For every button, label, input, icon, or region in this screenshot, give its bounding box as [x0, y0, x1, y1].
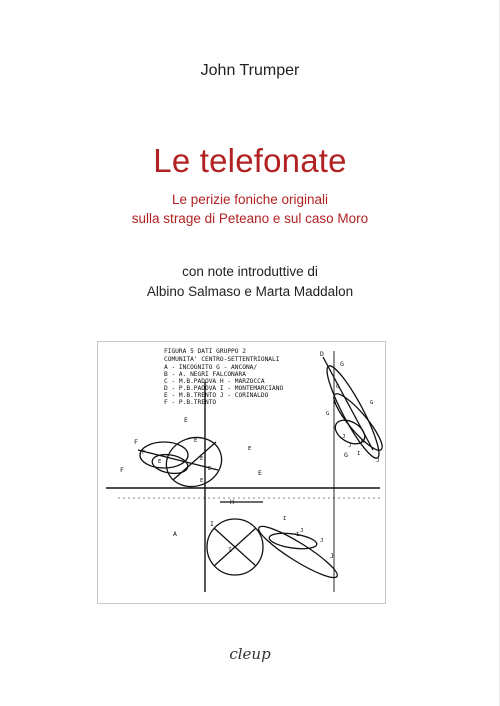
svg-text:G: G	[326, 411, 330, 417]
legend-line: D - P.B.PADOVA I - MONTEMARCIANO	[164, 385, 284, 392]
svg-text:I: I	[357, 451, 361, 457]
svg-text:E: E	[208, 466, 212, 472]
point-label-e2: E	[258, 469, 262, 477]
svg-text:J: J	[376, 458, 380, 464]
svg-text:E: E	[194, 438, 198, 444]
point-label-i: I	[210, 520, 214, 528]
svg-text:E: E	[248, 446, 252, 452]
svg-text:J: J	[320, 538, 324, 544]
point-label-d: D	[320, 350, 324, 358]
svg-text:J: J	[348, 443, 352, 449]
author-name: John Trumper	[200, 62, 300, 79]
ellipse-diagram	[98, 342, 385, 603]
point-label-h: H	[230, 498, 234, 506]
svg-text:H: H	[361, 439, 365, 445]
svg-text:E: E	[200, 456, 204, 462]
book-title: Le telefonate	[153, 142, 347, 179]
left-ellipse-cluster	[138, 430, 229, 494]
svg-text:I: I	[296, 532, 300, 538]
legend-line: B - A. NEGRI FALCONARA	[164, 371, 246, 378]
subtitle-line: sulla strage di Peteano e sul caso Moro	[131, 211, 369, 226]
point-label-a: A	[173, 530, 177, 538]
svg-text:G: G	[336, 384, 340, 390]
point-label-i2: I	[228, 546, 232, 554]
point-label-f: F	[120, 466, 124, 474]
svg-text:F: F	[142, 450, 146, 456]
svg-text:J: J	[300, 528, 304, 534]
point-label-g2: G	[344, 451, 348, 459]
cover-figure	[97, 341, 386, 604]
notes-contributors: Albino Salmaso e Marta Maddalon	[146, 284, 354, 299]
legend-line: A - INCOGNITO G - ANCONA/	[164, 364, 258, 371]
svg-text:I: I	[283, 516, 287, 522]
svg-text:E: E	[158, 459, 162, 465]
point-label-f2: F	[134, 438, 138, 446]
figure-subcaption: COMUNITA' CENTRO-SETTENTRIONALI	[164, 356, 280, 363]
introductory-notes	[0, 262, 500, 302]
figure-caption: FIGURA 5 DATI GRUPPO 2	[164, 348, 246, 355]
notes-line: con note introduttive di	[182, 264, 318, 279]
svg-text:E: E	[200, 478, 204, 484]
scatter-marks	[142, 384, 379, 544]
publisher-logo: cleup	[229, 645, 271, 663]
svg-text:G: G	[370, 400, 374, 406]
svg-text:G: G	[333, 400, 337, 406]
point-label-j: J	[330, 552, 334, 560]
subtitle-line: Le perizie foniche originali	[171, 192, 329, 207]
legend-line: F - P.B.TRENTO	[164, 399, 217, 406]
point-label-e: E	[184, 416, 188, 424]
book-subtitle	[0, 190, 500, 228]
svg-text:J: J	[342, 434, 346, 440]
point-label-g: G	[340, 360, 344, 368]
legend-line: C - M.B.PADOVA H - MARZOCCA	[164, 378, 265, 385]
right-ellipse-cluster	[320, 357, 385, 463]
legend-line: E - M.B.TRENTO J - CORINALDO	[164, 392, 269, 399]
